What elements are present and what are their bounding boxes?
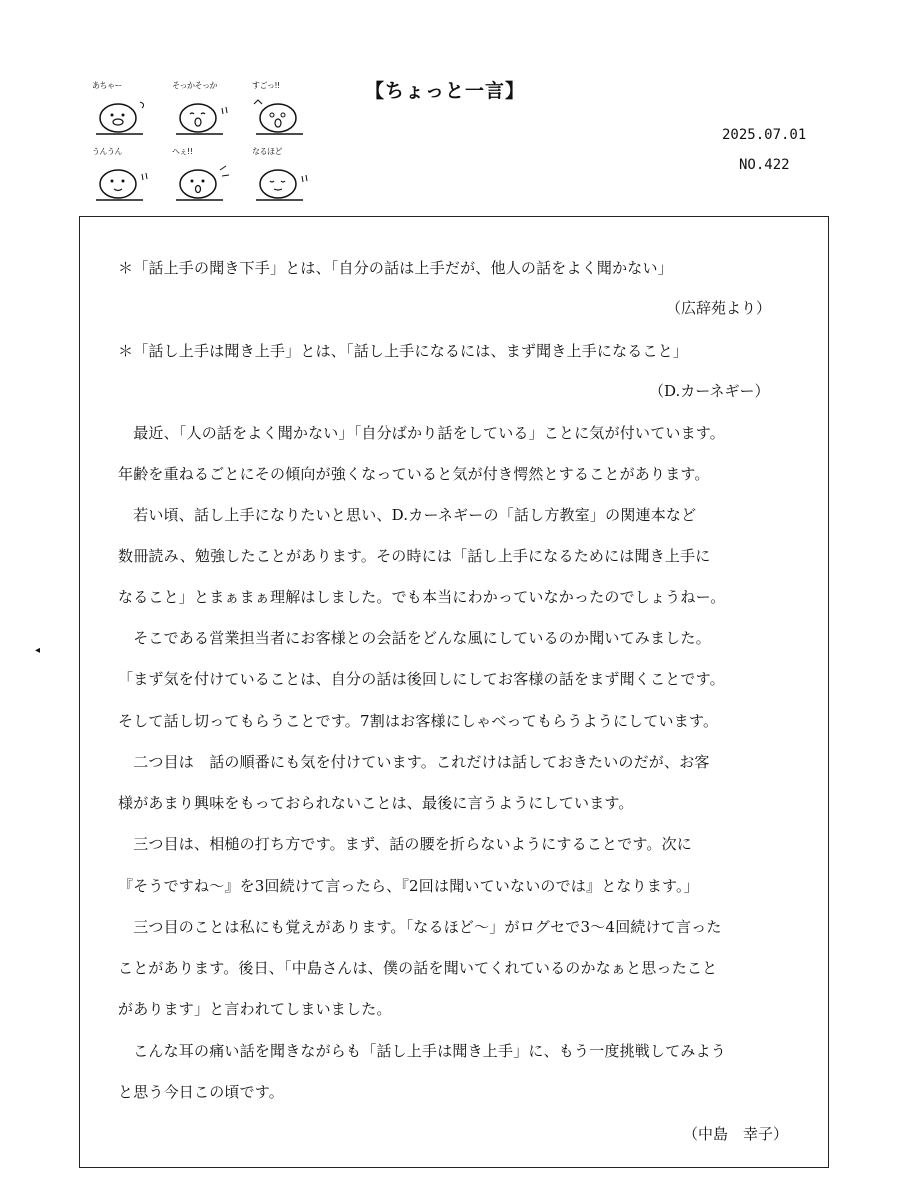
- body-line-10: 様があまり興味をもっておられないことは、最後に言うようにしています。: [118, 794, 634, 812]
- body-line-2: 年齢を重ねるごとにその傾向が強くなっていると気が付き愕然とすることがあります。: [118, 465, 710, 483]
- face-caption-5: へぇ!!: [172, 147, 193, 156]
- body-line-1: 最近、「人の話をよく聞かない」「自分ばかり話をしている」ことに気が付いています。: [118, 424, 726, 442]
- body-line-14: ことがあります。後日、「中島さんは、僕の話を聞いてくれているのかなぁと思ったこと: [118, 959, 718, 977]
- issue-date: 2025.07.01: [722, 127, 807, 143]
- body-line-15: があります」と言われてしまいました。: [118, 1000, 392, 1018]
- side-marker-icon: ◂: [35, 645, 41, 656]
- face-caption-3: すごっ!!: [252, 81, 280, 90]
- face-illustration-2: [168, 80, 238, 138]
- quote-1-source: （広辞苑より）: [666, 299, 772, 317]
- body-line-11: 三つ目は、相槌の打ち方です。まず、話の腰を折らないようにすることです。次に: [118, 835, 693, 853]
- body-line-17: と思う今日この頃です。: [118, 1083, 285, 1101]
- face-illustration-4: [88, 146, 158, 204]
- body-line-4: 数冊読み、勉強したことがあります。その時には「話し上手になるためには聞き上手に: [118, 547, 711, 565]
- body-line-5: なること」とまぁまぁ理解はしました。でも本当にわかっていなかったのでしょうねー。: [118, 588, 726, 606]
- face-caption-2: そっかそっか: [172, 81, 217, 90]
- face-illustration-5: [168, 146, 238, 204]
- quote-1: ＊「話上手の聞き下手」とは、「自分の話は上手だが、他人の話をよく聞かない」: [118, 259, 673, 277]
- quote-2: ＊「話し上手は聞き上手」とは、「話し上手になるには、まず聞き上手になること」: [118, 342, 689, 360]
- character-illustrations: [88, 80, 318, 204]
- face-caption-1: あちゃー: [92, 81, 122, 90]
- face-caption-6: なるほど: [252, 147, 282, 156]
- quote-2-source: （D.カーネギー）: [649, 382, 770, 400]
- face-illustration-3: [248, 80, 318, 138]
- body-line-7: 「まず気を付けていることは、自分の話は後回しにしてお客様の話をまず聞くことです。: [118, 670, 725, 688]
- issue-number: NO.422: [739, 157, 790, 173]
- body-line-16: こんな耳の痛い話を聞きながらも「話し上手は聞き上手」に、もう一度挑戦してみよう: [118, 1042, 727, 1060]
- face-illustration-1: [88, 80, 158, 138]
- face-illustration-6: [248, 146, 318, 204]
- body-line-3: 若い頃、話し上手になりたいと思い、D.カーネギーの「話し方教室」の関連本など: [118, 506, 697, 524]
- face-caption-4: うんうん: [92, 147, 122, 156]
- author-signature: （中島 幸子）: [683, 1125, 789, 1143]
- body-line-6: そこである営業担当者にお客様との会話をどんな風にしているのか聞いてみました。: [118, 629, 711, 647]
- body-line-12: 『そうですね～』を3回続けて言ったら、『2回は聞いていないのでは』となります。」: [118, 877, 699, 895]
- page-title: 【ちょっと一言】: [365, 80, 526, 102]
- body-line-8: そして話し切ってもらうことです。7割はお客様にしゃべってもらうようにしています。: [118, 712, 719, 730]
- body-line-13: 三つ目のことは私にも覚えがあります。「なるほど～」がログセで3～4回続けて言った: [118, 918, 722, 936]
- body-line-9: 二つ目は 話の順番にも気を付けています。これだけは話しておきたいのだが、お客: [118, 753, 710, 771]
